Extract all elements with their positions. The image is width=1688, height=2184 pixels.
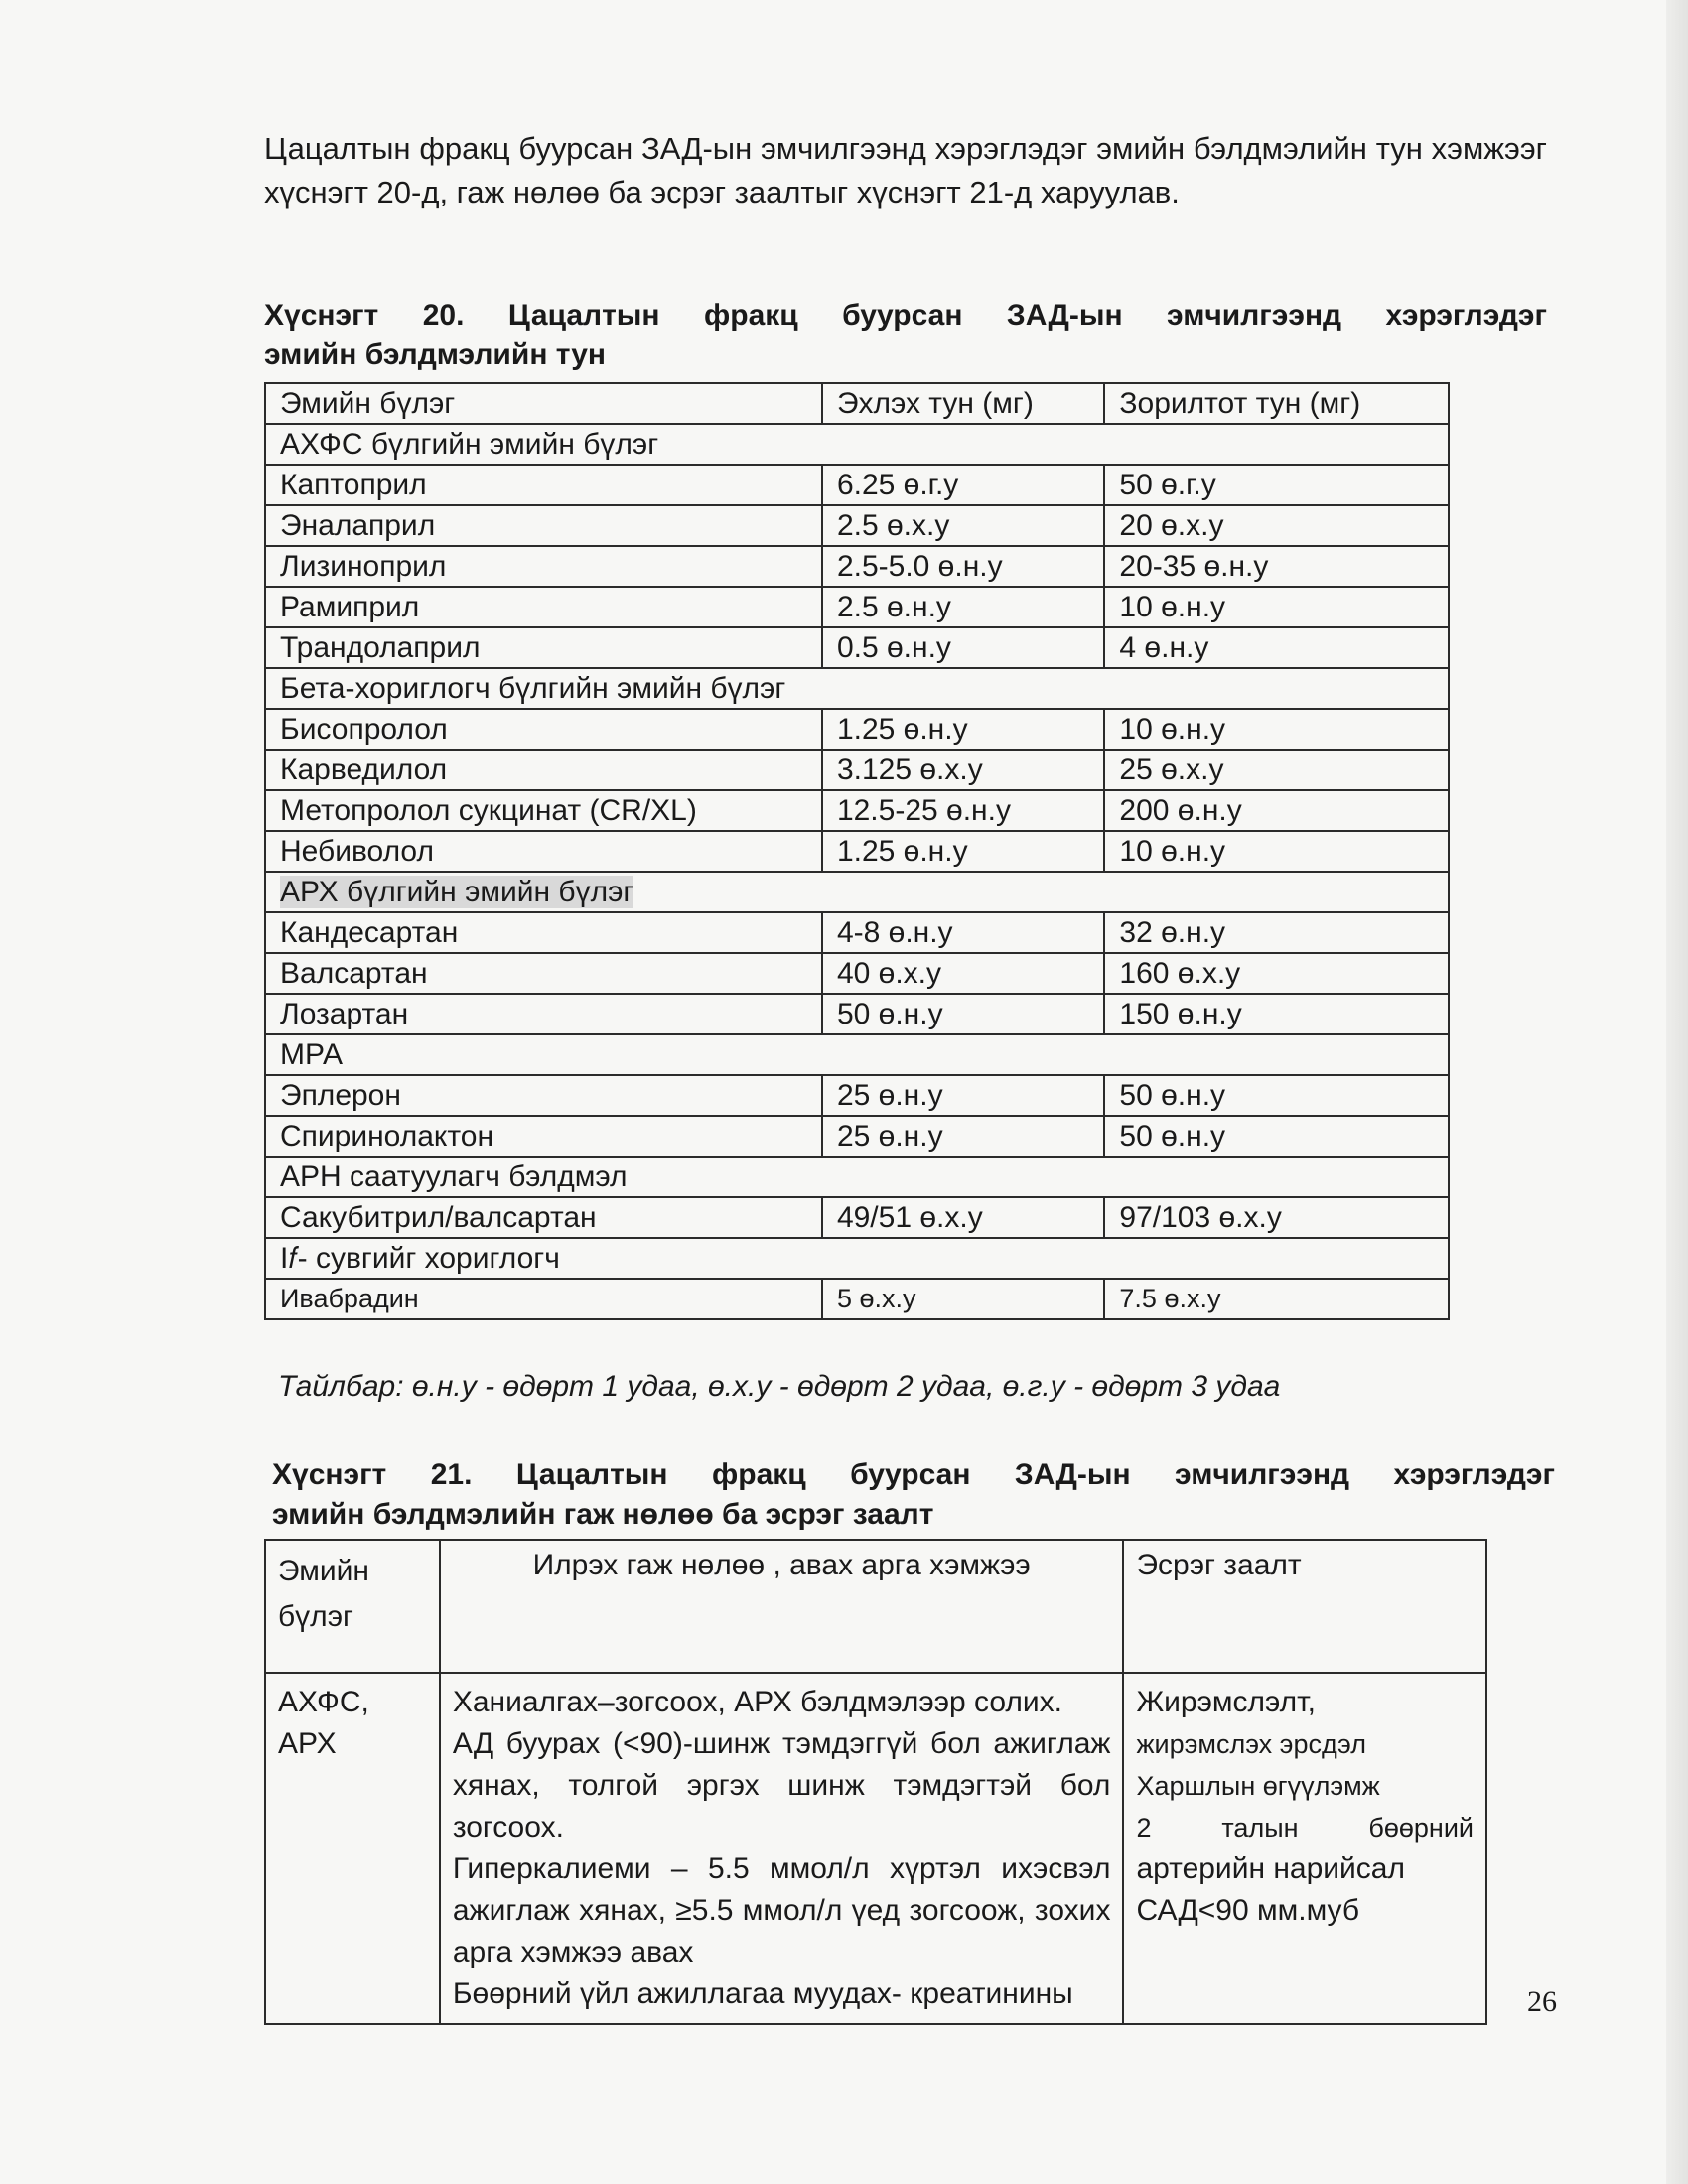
start-dose-cell: 6.25 ө.г.у [822,465,1104,505]
drug-name-cell: Валсартан [265,953,822,994]
drug-name-cell: Эналаприл [265,505,822,546]
contraindication-item: 2 талын бөөрний [1136,1813,1474,1843]
side-effect-item: Бөөрний үйл ажиллагаа муудах- креатинины [452,1978,1073,2010]
start-dose-cell: 2.5 ө.н.у [822,587,1104,627]
table20-caption [264,296,1547,375]
target-dose-cell: 20-35 ө.н.у [1104,546,1449,587]
table-header-row [265,383,1449,424]
table-row [265,546,1449,587]
drug-name-cell: Метопролол сукцинат (CR/XL) [265,790,822,831]
intro-paragraph: Цацалтын фракц буурсан ЗАД-ын эмчилгээнд хэрэглэдэг эмийн бэлдмэлийн тун хэмжээг хүснэгт 20-д, гаж нөлөө ба эсрэг заалтыг хүснэгт 21-д харуулав. [264,131,1547,209]
table20-caption-line1: Хүснэгт 20. Цацалтын фракц буурсан ЗАД-ын эмчилгээнд хэрэглэдэг [264,299,1547,332]
group-name-cell [265,872,1449,912]
start-dose-cell: 2.5-5.0 ө.н.у [822,546,1104,587]
start-dose-cell: 1.25 ө.н.у [822,831,1104,872]
group-row [265,872,1449,912]
header-cell-target-dose: Зорилтот тун (мг) [1104,383,1449,424]
group-name-cell [265,1157,1449,1197]
header-cell-side-effects: Илрэх гаж нөлөө , авах арга хэмжээ [440,1540,1124,1673]
header-cell-group: Эмийн бүлэг [265,1540,440,1673]
target-dose-cell: 50 ө.н.у [1104,1075,1449,1116]
side-effect-item: Гиперкалиеми – 5.5 ммол/л хүртэл ихэсвэл ажиглаж хянах, ≥5.5 ммол/л үед зогсоож, зохих арга хэмжээ авах [452,1852,1111,1969]
table-row [265,790,1449,831]
table-row [265,912,1449,953]
drug-name-cell: Рамиприл [265,587,822,627]
drug-name-cell: Карведилол [265,750,822,790]
start-dose-cell: 50 ө.н.у [822,994,1104,1034]
contraindication-item: Жирэмслэлт, [1136,1686,1316,1718]
side-effect-item: АД буурах (<90)-шинж тэмдэггүй бол ажиглаж хянах, толгой эргэх шинж тэмдэгтэй бол зогсоох. [452,1727,1111,1843]
table-row [265,505,1449,546]
group-name: МРА [280,1037,344,1071]
target-dose-cell: 160 ө.х.у [1104,953,1449,994]
target-dose-cell: 32 ө.н.у [1104,912,1449,953]
table-row [265,1075,1449,1116]
target-dose-cell: 50 ө.н.у [1104,1116,1449,1157]
table-row [265,1673,1486,2024]
side-effects-cell [440,1673,1124,2024]
table-row [265,1279,1449,1319]
start-dose-cell: 25 ө.н.у [822,1116,1104,1157]
start-dose-cell: 3.125 ө.х.у [822,750,1104,790]
contraindications-cell [1123,1673,1486,2024]
table-row [265,587,1449,627]
table20-note: Тайлбар: ө.н.у - өдөрт 1 удаа, ө.х.у - өдөрт 2 удаа, ө.г.у - өдөрт 3 удаа [278,1370,1281,1403]
dosage-table [264,382,1450,1320]
header-cell-start-dose: Эхлэх тун (мг) [822,383,1104,424]
target-dose-cell: 7.5 ө.х.у [1104,1279,1449,1319]
target-dose-cell: 25 ө.х.у [1104,750,1449,790]
header-cell-group: Эмийн бүлэг [265,383,822,424]
group-name: АХФС бүлгийн эмийн бүлэг [280,427,659,461]
start-dose-cell: 0.5 ө.н.у [822,627,1104,668]
contraindication-item: артерийн нарийсал [1136,1852,1405,1885]
group-name: АРХ бүлгийн эмийн бүлэг [280,875,634,908]
drug-name-cell: Лозартан [265,994,822,1034]
group-name: I𝑓- сувгийг хориглогч [280,1241,560,1275]
group-cell: АХФС, АРХ [265,1673,440,2024]
start-dose-cell: 1.25 ө.н.у [822,709,1104,750]
table-row [265,994,1449,1034]
drug-name-cell: Лизиноприл [265,546,822,587]
start-dose-cell: 25 ө.н.у [822,1075,1104,1116]
group-name: АРН саатуулагч бэлдмэл [280,1160,628,1193]
drug-name-cell: Сакубитрил/валсартан [265,1197,822,1238]
group-name: Бета-хориглогч бүлгийн эмийн бүлэг [280,671,786,705]
table-row [265,709,1449,750]
group-row [265,1034,1449,1075]
contraindication-item: САД<90 мм.муб [1136,1894,1360,1927]
start-dose-cell: 40 ө.х.у [822,953,1104,994]
group-name-cell [265,1034,1449,1075]
drug-name-cell: Спиринолактон [265,1116,822,1157]
page-edge [1666,0,1688,2184]
table-row [265,953,1449,994]
table-row [265,1116,1449,1157]
group-row [265,424,1449,465]
table21-caption-line1: Хүснэгт 21. Цацалтын фракц буурсан ЗАД-ын эмчилгээнд хэрэглэдэг [272,1458,1555,1491]
table-row [265,831,1449,872]
table-row [265,1197,1449,1238]
page-number: 26 [1527,1985,1557,2018]
drug-name-cell: Трандолаприл [265,627,822,668]
table-row [265,465,1449,505]
target-dose-cell: 50 ө.г.у [1104,465,1449,505]
target-dose-cell: 10 ө.н.у [1104,587,1449,627]
table20-caption-line2: эмийн бэлдмэлийн тун [264,339,607,371]
group-row [265,668,1449,709]
target-dose-cell: 150 ө.н.у [1104,994,1449,1034]
side-effects-table [264,1539,1487,2025]
target-dose-cell: 4 ө.н.у [1104,627,1449,668]
start-dose-cell: 5 ө.х.у [822,1279,1104,1319]
table21-caption-line2: эмийн бэлдмэлийн гаж нөлөө ба эсрэг заалт [272,1498,934,1531]
start-dose-cell: 4-8 ө.н.у [822,912,1104,953]
table21-caption [272,1455,1555,1535]
side-effect-item: Ханиалгах–зогсоох, АРХ бэлдмэлээр солих. [452,1686,1063,1718]
group-name-cell [265,1238,1449,1279]
group-row [265,1238,1449,1279]
table-row [265,627,1449,668]
drug-name-cell: Бисопролол [265,709,822,750]
drug-name-cell: Ивабрадин [265,1279,822,1319]
group-row [265,1157,1449,1197]
group-name-cell [265,424,1449,465]
drug-name-cell: Небиволол [265,831,822,872]
target-dose-cell: 20 ө.х.у [1104,505,1449,546]
drug-name-cell: Кандесартан [265,912,822,953]
start-dose-cell: 12.5-25 ө.н.у [822,790,1104,831]
target-dose-cell: 97/103 ө.х.у [1104,1197,1449,1238]
contraindication-item: жирэмслэх эрсдэл [1136,1729,1366,1759]
target-dose-cell: 200 ө.н.у [1104,790,1449,831]
target-dose-cell: 10 ө.н.у [1104,831,1449,872]
contraindication-item: Харшлын өгүүлэмж [1136,1771,1380,1801]
start-dose-cell: 2.5 ө.х.у [822,505,1104,546]
header-cell-contraindications: Эсрэг заалт [1123,1540,1486,1673]
drug-name-cell: Эплерон [265,1075,822,1116]
target-dose-cell: 10 ө.н.у [1104,709,1449,750]
start-dose-cell: 49/51 ө.х.у [822,1197,1104,1238]
table-header-row [265,1540,1486,1673]
group-name-cell [265,668,1449,709]
drug-name-cell: Каптоприл [265,465,822,505]
table-row [265,750,1449,790]
